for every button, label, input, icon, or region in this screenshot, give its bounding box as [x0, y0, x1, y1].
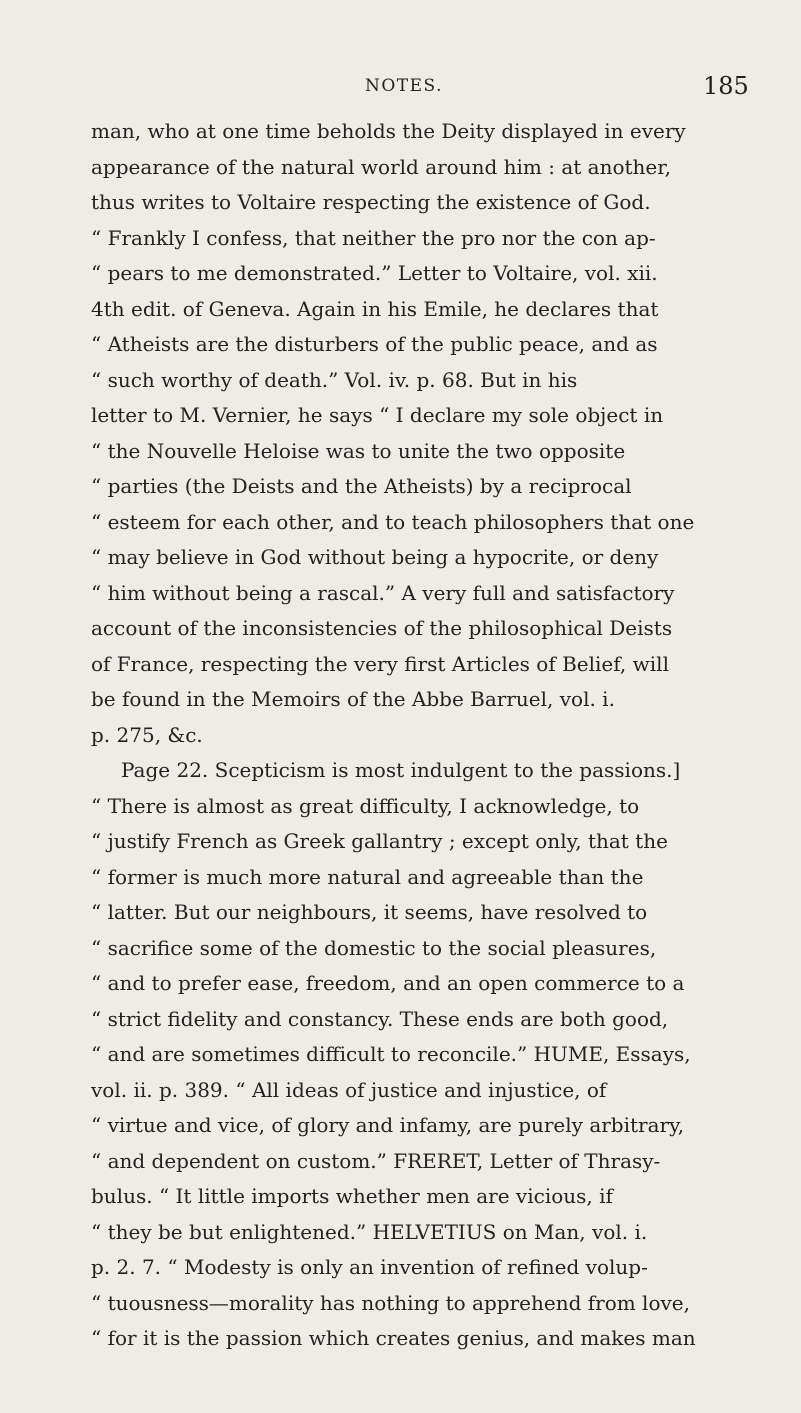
text-line: “ tuousness—morality has nothing to apprehend from love, [91, 1290, 690, 1315]
text-line: “ the Nouvelle Heloise was to unite the two opposite [91, 438, 626, 463]
text-line: “ and to prefer ease, freedom, and an open commerce to a [91, 971, 685, 995]
page-number: 185 [703, 72, 749, 100]
text-line: appearance of the natural world around him : at another, [91, 154, 671, 179]
text-line: account of the inconsistencies of the philosophical Deists [91, 616, 673, 640]
text-line: “ There is almost as great difficulty, I acknowledge, to [91, 793, 640, 818]
notes-text [91, 114, 738, 1357]
text-line: “ strict fidelity and constancy. These ends are both good, [91, 1006, 669, 1031]
text-line: “ Atheists are the disturbers of the public peace, and as [91, 332, 658, 356]
text-line: letter to M. Vernier, he says “ I declare my sole object in [91, 403, 664, 427]
running-title: NOTES. [365, 76, 444, 96]
text-line: thus writes to Voltaire respecting the existence of God. [91, 190, 651, 214]
text-line: p. 275, &c. [91, 722, 203, 747]
text-line: “ virtue and vice, of glory and infamy, are purely arbitrary, [91, 1113, 685, 1137]
text-line: “ may believe in God without being a hypocrite, or deny [91, 545, 659, 569]
text-line: vol. ii. p. 389. “ All ideas of justice and injustice, of [91, 1077, 607, 1102]
text-line: man, who at one time beholds the Deity displayed in every [91, 119, 686, 143]
text-line: “ former is much more natural and agreeable than the [91, 864, 644, 889]
text-line: Page 22. Scepticism is most indulgent to the passions.] [121, 758, 681, 782]
text-line: bulus. “ It little imports whether men are vicious, if [91, 1184, 613, 1208]
text-line: p. 2. 7. “ Modesty is only an invention of refined volup- [91, 1255, 648, 1279]
running-head [0, 72, 801, 108]
text-line: 4th edit. of Geneva. Again in his Emile, he declares that [91, 296, 659, 321]
text-line: “ parties (the Deists and the Atheists) by a reciprocal [91, 474, 632, 498]
text-line: “ him without being a rascal.” A very full and satisfactory [91, 580, 675, 605]
text-line: “ for it is the passion which creates genius, and makes man [91, 1326, 696, 1350]
text-line: “ such worthy of death.” Vol. iv. p. 68. But in his [91, 367, 578, 392]
text-line: be found in the Memoirs of the Abbe Barruel, vol. i. [91, 687, 615, 711]
text-line: “ and are sometimes difficult to reconcile.” HUME, Essays, [91, 1042, 691, 1066]
text-line: “ esteem for each other, and to teach philosophers that one [91, 509, 695, 534]
text-line: “ justify French as Greek gallantry ; except only, that the [91, 829, 668, 853]
text-line: “ and dependent on custom.” FRERET, Letter of Thrasy- [91, 1148, 661, 1173]
text-line: “ pears to me demonstrated.” Letter to Voltaire, vol. xii. [91, 261, 658, 285]
text-line: “ sacrifice some of the domestic to the social pleasures, [91, 935, 657, 960]
text-line: “ they be but enlightened.” HELVETIUS on Man, vol. i. [91, 1219, 648, 1244]
text-line: “ latter. But our neighbours, it seems, have resolved to [91, 900, 648, 924]
text-line: “ Frankly I confess, that neither the pro nor the con ap- [91, 225, 656, 250]
text-line: of France, respecting the very first Articles of Belief, will [91, 651, 669, 676]
